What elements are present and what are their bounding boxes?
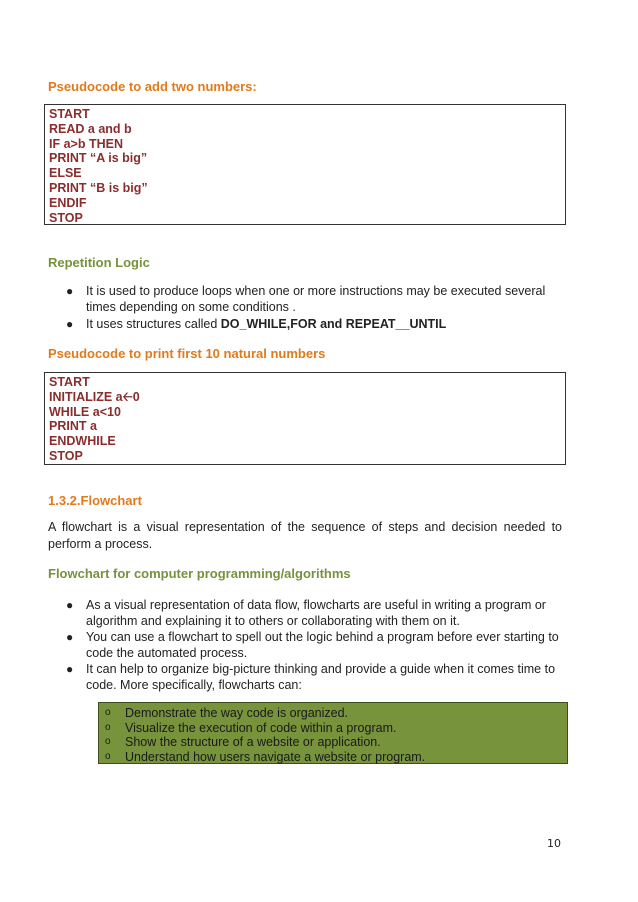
list-item: ● As a visual representation of data flow, flowcharts are useful in writing a program or algorithm and explaining it to others or collaborating with them on it.	[66, 598, 546, 628]
code-line: WHILE a<10	[49, 404, 121, 419]
code-line: PRINT “A is big”	[49, 151, 148, 166]
code-line: ELSE	[49, 166, 82, 181]
bullet-icon: ●	[66, 662, 74, 676]
bullet-icon: ●	[66, 317, 74, 331]
pseudocode-natural-numbers-heading: Pseudocode to print first 10 natural numbers	[48, 346, 326, 361]
flowchart-programming-heading: Flowchart for computer programming/algorithms	[48, 566, 351, 581]
flowchart-section-heading: 1.3.2.Flowchart	[48, 493, 142, 508]
flowchart-definition-paragraph: A flowchart is a visual representation of the sequence of steps and decision needed to perform a process.	[48, 520, 562, 551]
circle-bullet-icon: o	[105, 750, 111, 762]
circle-bullet-icon: o	[105, 721, 111, 733]
repetition-logic-heading: Repetition Logic	[48, 255, 150, 270]
bullet-icon: ●	[66, 598, 74, 612]
flowchart-capabilities-box	[98, 702, 568, 764]
list-item: ● You can use a flowchart to spell out the logic behind a program before ever starting to code the automated process.	[66, 630, 559, 660]
list-item: o Understand how users navigate a website or program.	[105, 749, 426, 764]
list-item: o Demonstrate the way code is organized.	[105, 706, 349, 720]
page-number: 10	[547, 837, 561, 850]
list-item: o Visualize the execution of code within a program.	[105, 720, 397, 735]
code-line: READ a and b	[49, 121, 132, 136]
list-item: ● It can help to organize big-picture thinking and provide a guide when it comes time to code. More specifically, flowcharts can:	[66, 662, 556, 692]
code-line: STOP	[49, 448, 83, 463]
pseudocode-add-box	[44, 104, 566, 225]
circle-bullet-icon: o	[105, 736, 111, 747]
code-line: IF a>b THEN	[49, 136, 123, 151]
pseudocode-natural-numbers-box	[44, 372, 566, 465]
code-line: ENDWHILE	[49, 434, 116, 449]
code-line: ENDIF	[49, 195, 87, 210]
pseudocode-add-heading: Pseudocode to add two numbers:	[48, 79, 257, 94]
bullet-icon: ●	[66, 284, 74, 298]
code-line: PRINT a	[49, 419, 97, 434]
flowchart-bullet-list	[66, 597, 562, 693]
code-line: PRINT “B is big”	[49, 180, 148, 195]
code-line: INITIALIZE a🡠0	[49, 389, 140, 404]
list-item: o Show the structure of a website or application.	[105, 735, 381, 749]
circle-bullet-icon: o	[105, 707, 111, 718]
code-line: START	[49, 107, 90, 121]
list-item: ● It uses structures called DO_WHILE,FOR and REPEAT__UNTIL	[66, 317, 447, 331]
code-line: START	[49, 375, 90, 389]
bullet-icon: ●	[66, 630, 74, 644]
structures-bold-text: DO_WHILE,FOR and REPEAT__UNTIL	[220, 317, 447, 331]
repetition-bullet-list	[66, 283, 562, 332]
list-item: ● It is used to produce loops when one or more instructions may be executed several times depending on some conditions .	[66, 284, 546, 314]
code-line: STOP	[49, 210, 83, 225]
